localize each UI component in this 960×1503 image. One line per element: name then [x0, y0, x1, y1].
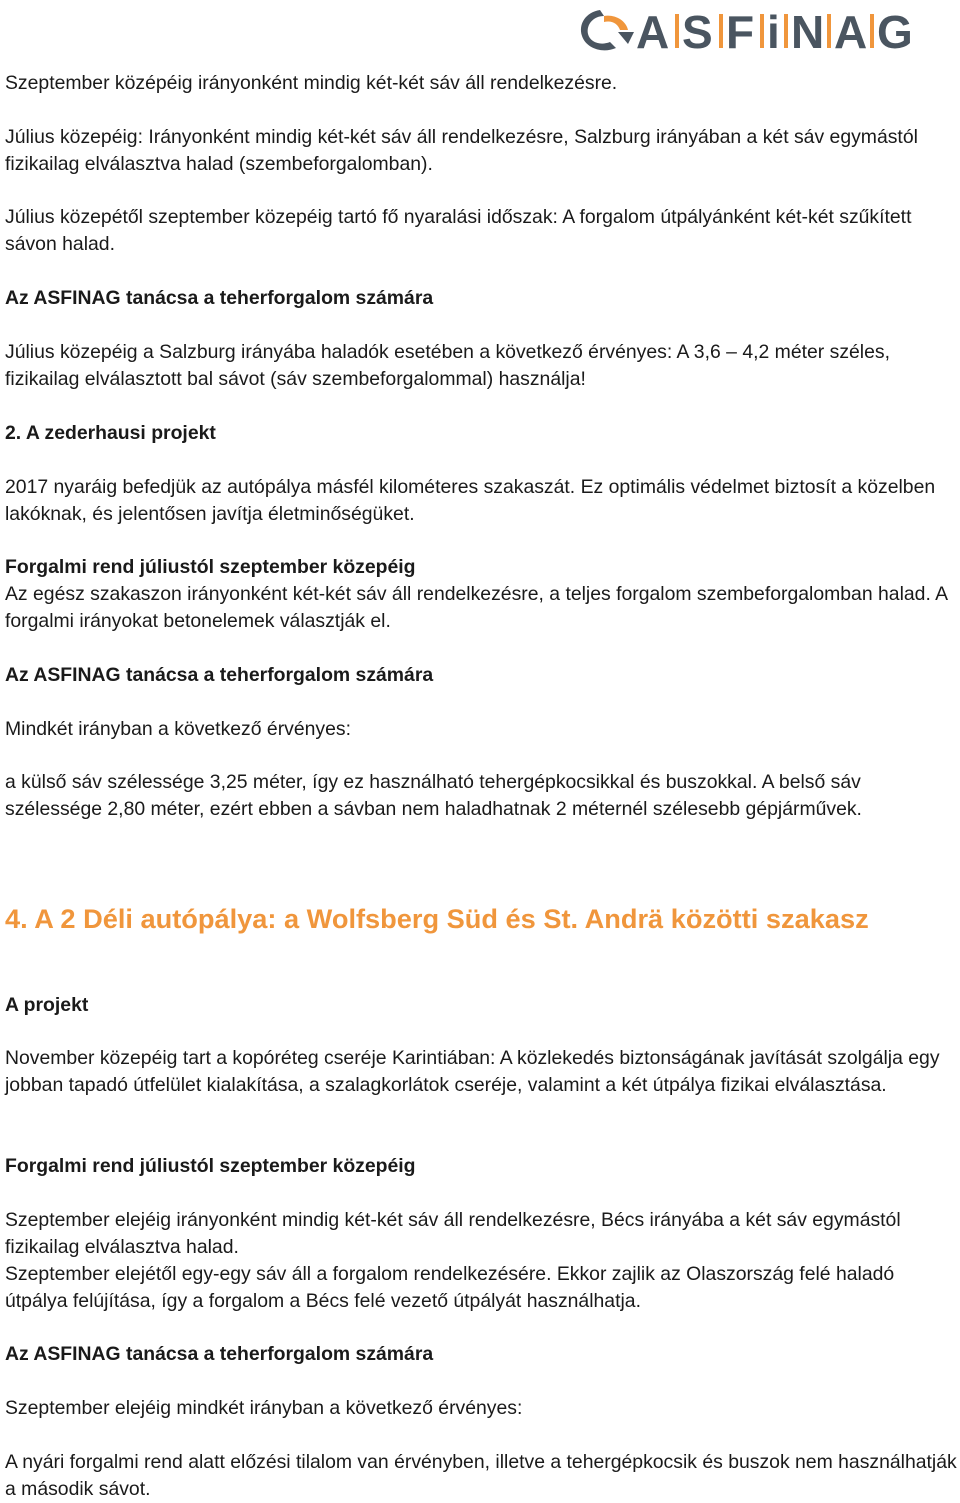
paragraph: Szeptember elejéig irányonként mindig két-két sáv áll rendelkezésre, Bécs irányába a két sáv egymástól fizikailag elválasztva halad.: [5, 1209, 901, 1258]
logo-letter-n: N: [791, 6, 825, 58]
logo-letter-i: i: [767, 6, 780, 58]
logo-letter-g: G: [877, 6, 913, 58]
logo-letter-s: S: [682, 6, 713, 58]
paragraph: Az egész szakaszon irányonként két-két sáv áll rendelkezésre, a teljes forgalom szembeforgalomban halad. A forgalmi irányokat betonelemek választják el.: [5, 583, 948, 632]
paragraph: A nyári forgalmi rend alatt előzési tilalom van érvényben, illetve a tehergépkocsik és buszok nem használhatják a második sávot.: [5, 1451, 957, 1500]
subheading: Az ASFINAG tanácsa a teherforgalom számára: [5, 287, 434, 309]
subheading: Az ASFINAG tanácsa a teherforgalom számára: [5, 664, 434, 686]
logo-letter-a2: A: [834, 6, 868, 58]
paragraph: Mindkét irányban a következő érvényes:: [5, 718, 351, 740]
paragraph: Szeptember elejéig mindkét irányban a következő érvényes:: [5, 1397, 523, 1419]
paragraph: a külső sáv szélessége 3,25 méter, így ez használható tehergépkocsikkal és buszokkal. A belső sáv szélessége 2,80 méter, ezért ebben a sávban nem haladhatnak 2 méternél szélesebb gépjárművek.: [5, 771, 862, 820]
subheading: A projekt: [5, 994, 89, 1016]
asfinag-logo: [574, 2, 954, 58]
logo-letter-f: F: [726, 6, 755, 58]
logo-letter-a: A: [636, 6, 670, 58]
subheading: Forgalmi rend júliustól szeptember közepéig: [5, 1155, 416, 1177]
paragraph: Szeptember elejétől egy-egy sáv áll a forgalom rendelkezésére. Ekkor zajlik az Olaszország felé haladó útpálya felújítása, így a forgalom a Bécs felé vezető útpályát használhatja.: [5, 1263, 895, 1312]
section-heading: 4. A 2 Déli autópálya: a Wolfsberg Süd és St. Andrä közötti szakasz: [5, 903, 869, 934]
paragraph: 2017 nyaráig befedjük az autópálya másfél kilométeres szakaszát. Ez optimális védelmet biztosít a közelben lakóknak, és jelentősen javítja életminőségüket.: [5, 476, 936, 525]
asfinag-logo-graphic: [574, 2, 954, 58]
paragraph: Július közepétől szeptember közepéig tartó fő nyaralási időszak: A forgalom útpályánként két-két szűkített sávon halad.: [5, 206, 912, 255]
paragraph: November közepéig tart a kopóréteg cseréje Karintiában: A közlekedés biztonságának javítását szolgálja egy jobban tapadó útfelület kialakítása, a szalagkorlátok cseréje, valamint a két útpálya fizikai elválasztása.: [5, 1047, 940, 1096]
subheading: 2. A zederhausi projekt: [5, 422, 216, 444]
paragraph: Július közepéig: Irányonként mindig két-két sáv áll rendelkezésre, Salzburg irányában a két sáv egymástól fizikailag elválasztva halad (szembeforgalomban).: [5, 126, 918, 175]
subheading: Forgalmi rend júliustól szeptember közepéig: [5, 556, 416, 578]
paragraph: Július közepéig a Salzburg irányába haladók esetében a következő érvényes: A 3,6 – 4,2 méter széles, fizikailag elválasztott bal sávot (sáv szembeforgalommal) használja!: [5, 341, 890, 390]
asfinag-swoosh-icon: [581, 10, 634, 50]
paragraph: Szeptember középéig irányonként mindig két-két sáv áll rendelkezésre.: [5, 72, 618, 94]
subheading: Az ASFINAG tanácsa a teherforgalom számára: [5, 1343, 434, 1365]
